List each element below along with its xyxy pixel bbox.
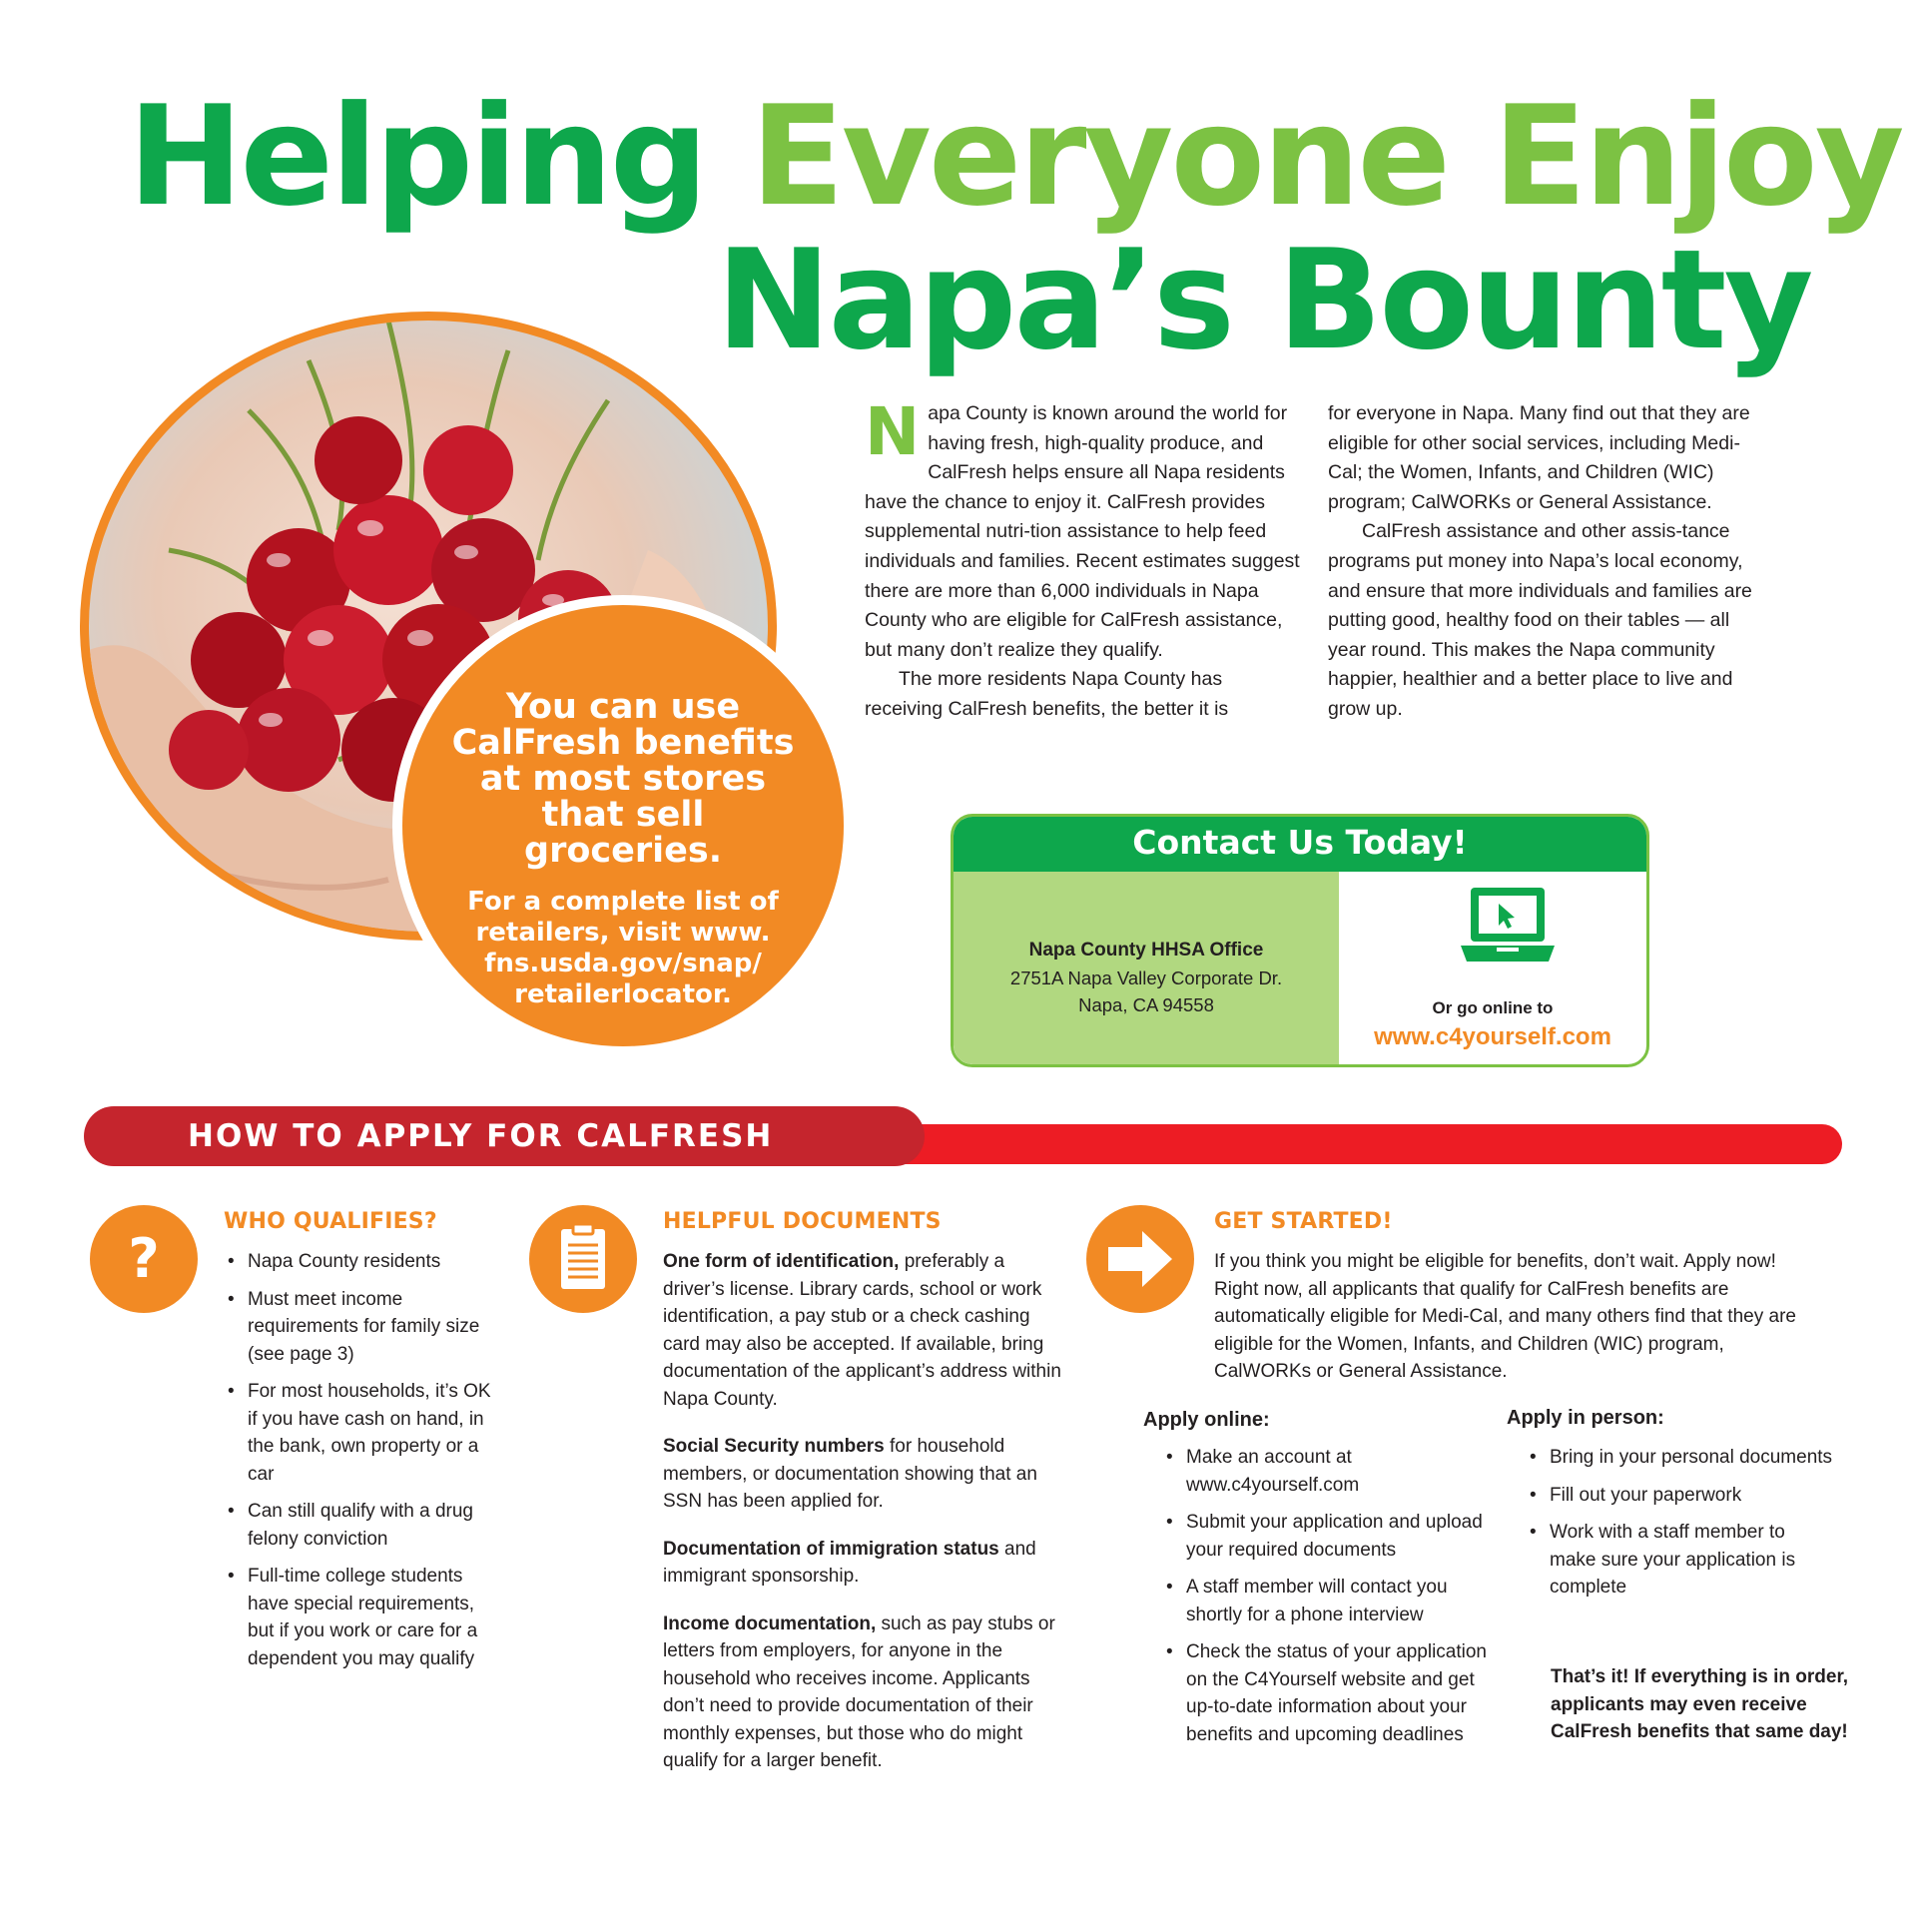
document-item-text: preferably a driver’s license. Library cards, school or work identification, a pay stub or a check cashing card may also be accepted. If available, bring documentation of the applicant’s address within Napa County. — [663, 1251, 1061, 1410]
list-item: • A staff member will contact you shortly for a phone interview — [1162, 1574, 1492, 1628]
list-item: • For most households, it’s OK if you have cash on hand, in the bank, own property or a car — [224, 1378, 491, 1488]
who-qualifies-list — [224, 1248, 491, 1682]
document-item-title: Documentation of immigration status — [663, 1538, 999, 1560]
list-item: • Full-time college students have special requirements, but if you work or care for a dependent you may qualify — [224, 1563, 491, 1672]
document-item-title: Social Security numbers — [663, 1436, 885, 1457]
list-item: • Check the status of your application on the C4Yourself website and get up-to-date information about your benefits and upcoming deadlines — [1162, 1638, 1492, 1748]
intro-paragraph-4: CalFresh assistance and other assis-tance programs put money into Napa’s local economy, and ensure that more individuals and families are putting good, healthy food on their tables — all year round. This makes the Napa community happier, healthier and a better place to live and grow up. — [1328, 520, 1752, 720]
intro-column-1 — [865, 393, 1304, 725]
apply-online-heading: Apply online: — [1143, 1409, 1270, 1431]
document-item-title: Income documentation, — [663, 1612, 877, 1634]
callout-retailer-text: For a complete list of retailers, visit www. fns.usda.gov/snap/ retailerlocator. — [467, 887, 779, 1009]
contact-box — [951, 814, 1649, 1067]
online-panel — [1339, 872, 1646, 1064]
apply-in-person-heading: Apply in person: — [1507, 1407, 1664, 1429]
document-item — [663, 1536, 1066, 1591]
intro-column-2 — [1328, 399, 1767, 725]
office-name: Napa County HHSA Office — [1028, 940, 1264, 961]
callout-main-text: You can use CalFresh benefits at most stores that sell groceries. — [451, 687, 795, 871]
list-item: • Napa County residents — [224, 1248, 491, 1276]
document-item-text: such as pay stubs or letters from employers, for anyone in the household who receives income. Applicants don’t need to provide documentation of their monthly expenses, but those who do might qualify for a larger benefit. — [663, 1612, 1055, 1771]
clipboard-icon — [529, 1205, 637, 1313]
list-item: • Fill out your paperwork — [1526, 1482, 1835, 1510]
calfresh-stores-callout — [392, 595, 854, 1056]
document-item — [663, 1248, 1066, 1413]
get-started-heading: GET STARTED! — [1214, 1209, 1393, 1234]
laptop-icon — [1459, 886, 1557, 967]
document-item-text: and immigrant sponsorship. — [663, 1538, 1036, 1587]
list-item: • Must meet income requirements for family size (see page 3) — [224, 1286, 491, 1369]
office-address-line2: Napa, CA 94558 — [1078, 994, 1214, 1015]
document-item-title: One form of identification, — [663, 1251, 900, 1272]
closing-note: That’s it! If everything is in order, applicants may even receive CalFresh benefits that same day! — [1551, 1666, 1849, 1742]
list-item: • Bring in your personal documents — [1526, 1444, 1835, 1472]
list-item: • Work with a staff member to make sure your application is complete — [1526, 1519, 1835, 1602]
document-item-text: for household members, or documentation showing that an SSN has been applied for. — [663, 1436, 1037, 1512]
c4yourself-link[interactable]: www.c4yourself.com — [1374, 1023, 1611, 1050]
who-qualifies-heading: WHO QUALIFIES? — [224, 1209, 437, 1234]
svg-text:?: ? — [128, 1227, 160, 1290]
title-words-everyone-enjoy: Everyone Enjoy — [750, 76, 1902, 237]
arrow-right-icon — [1086, 1205, 1194, 1313]
office-address-panel — [954, 872, 1339, 1064]
get-started-intro: If you think you might be eligible for benefits, don’t wait. Apply now! Right now, all applicants that qualify for CalFresh benefits are automatically eligible for Medi-Cal, and many others find that they are eligible for the Women, Infants, and Children (WIC) program, CalWORKs or General Assistance. — [1214, 1251, 1796, 1382]
document-item — [663, 1610, 1066, 1775]
intro-paragraph-2: The more residents Napa County has receiving CalFresh benefits, the better it is — [865, 668, 1229, 720]
intro-paragraph-1: apa County is known around the world for having fresh, high-quality produce, and CalFresh helps ensure all Napa residents have the chance to enjoy it. CalFresh provides supplemental nutri-tion assistance to help feed individuals and families. Recent estimates suggest there are more than 6,000 individuals in Napa County who are eligible for CalFresh assistance, but many don’t realize they qualify. — [865, 402, 1300, 661]
list-item: • Submit your application and upload your required documents — [1162, 1509, 1492, 1564]
list-item: • Make an account at www.c4yourself.com — [1162, 1444, 1492, 1499]
helpful-documents-heading: HELPFUL DOCUMENTS — [663, 1209, 942, 1234]
helpful-documents-list — [663, 1248, 1066, 1795]
list-item: • Can still qualify with a drug felony conviction — [224, 1498, 491, 1553]
apply-section-title: HOW TO APPLY FOR CALFRESH — [188, 1118, 774, 1154]
drop-cap: N — [865, 393, 921, 470]
page-title-line1 — [128, 76, 1902, 237]
intro-paragraph-3: for everyone in Napa. Many find out that they are eligible for other social services, including Medi-Cal; the Women, Infants, and Children (WIC) program; CalWORKs or General Assistance. — [1328, 402, 1750, 513]
contact-heading: Contact Us Today! — [951, 814, 1649, 872]
page-title-line2: Napa’s Bounty — [716, 220, 1811, 380]
document-item — [663, 1433, 1066, 1516]
office-address-line1: 2751A Napa Valley Corporate Dr. — [1009, 967, 1283, 988]
apply-in-person-list — [1526, 1444, 1835, 1611]
title-word-helping: Helping — [128, 76, 706, 237]
online-label: Or go online to — [1432, 998, 1554, 1017]
apply-online-list — [1162, 1444, 1492, 1758]
question-mark-icon — [90, 1205, 198, 1313]
